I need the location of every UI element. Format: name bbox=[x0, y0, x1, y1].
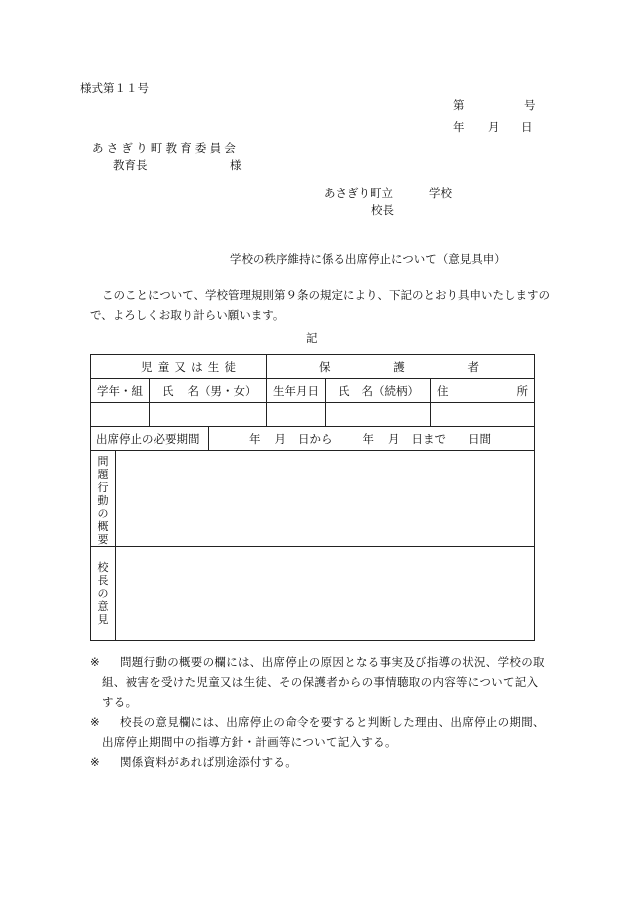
period-label: 出席停止の必要期間 bbox=[91, 427, 209, 451]
col-address: 住 所 bbox=[431, 379, 535, 403]
date-day: 日 bbox=[521, 120, 533, 134]
col-guardian-name: 氏 名（続柄） bbox=[326, 379, 431, 403]
principal-label-cell bbox=[91, 547, 116, 641]
date-year: 年 bbox=[453, 120, 465, 134]
behavior-field[interactable] bbox=[116, 451, 535, 547]
sender-school-suffix: 学校 bbox=[429, 186, 452, 200]
header-student: 児 童 又 は 生 徒 bbox=[141, 359, 236, 374]
header-student-cell bbox=[91, 355, 267, 379]
behavior-label: 問題行動の概要 bbox=[97, 455, 109, 546]
note-text: 関係資料があれば別途添付する。 bbox=[120, 755, 297, 769]
principal-label: 校長の意見 bbox=[97, 561, 109, 626]
note-3 bbox=[90, 752, 550, 772]
note-text: 校長の意見欄には、出席停止の命令を要すると判断した理由、出席停止の期間、出席停止期間中の指導方針・計画等について記入する。 bbox=[102, 715, 545, 749]
guardian-name-field[interactable] bbox=[326, 403, 431, 427]
behavior-label-cell bbox=[91, 451, 116, 547]
col-student-name: 氏 名（男・女） bbox=[150, 379, 267, 403]
form-number: 様式第１１号 bbox=[80, 81, 149, 95]
body-text: このことについて、学校管理規則第９条の規定により、下記のとおり具申いたしますので、よろしくお取り計らい願います。 bbox=[90, 288, 551, 322]
doc-number-suffix: 号 bbox=[524, 98, 536, 112]
recipient-title: 教育長 bbox=[113, 158, 148, 172]
document-title: 学校の秩序維持に係る出席停止について（意見具申） bbox=[230, 252, 506, 266]
note-text: 問題行動の概要の欄には、出席停止の原因となる事実及び指導の状況、学校の取組、被害を受けた児童又は生徒、その保護者からの事情聴取の内容等について記入する。 bbox=[102, 655, 545, 709]
note-1 bbox=[90, 652, 550, 712]
period-field[interactable]: 年 月 日から 年 月 日まで 日間 bbox=[209, 427, 535, 451]
principal-opinion-field[interactable] bbox=[116, 547, 535, 641]
header-guardian: 保 護 者 bbox=[319, 359, 479, 374]
student-name-field[interactable] bbox=[150, 403, 267, 427]
form-table bbox=[90, 354, 535, 641]
address-field[interactable] bbox=[431, 403, 535, 427]
header-guardian-cell bbox=[267, 355, 535, 379]
doc-number-prefix: 第 bbox=[453, 98, 465, 112]
birthdate-field[interactable] bbox=[267, 403, 326, 427]
note-mark: ※ bbox=[90, 655, 100, 669]
note-mark: ※ bbox=[90, 755, 100, 769]
sender-title: 校長 bbox=[371, 203, 394, 217]
note-2 bbox=[90, 712, 550, 752]
grade-class-field[interactable] bbox=[91, 403, 150, 427]
recipient-org: あさぎり町教育委員会 bbox=[92, 141, 239, 155]
ki-label: 記 bbox=[306, 331, 318, 345]
col-birthdate: 生年月日 bbox=[267, 379, 326, 403]
date-month: 月 bbox=[488, 120, 500, 134]
recipient-honorific: 様 bbox=[230, 158, 242, 172]
col-grade-class: 学年・組 bbox=[91, 379, 150, 403]
sender-town: あさぎり町立 bbox=[324, 186, 393, 200]
note-mark: ※ bbox=[90, 715, 100, 729]
